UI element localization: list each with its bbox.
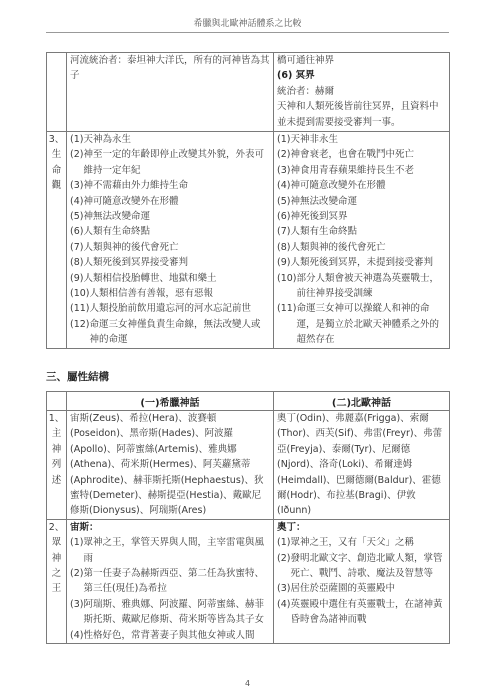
list-item bbox=[70, 178, 270, 193]
row-label bbox=[47, 132, 67, 349]
item-text: 部分人類會被天神選為英靈戰士，前往神界接受訓練 bbox=[296, 272, 440, 300]
row-label-char: 列 bbox=[51, 459, 62, 471]
item-number: (6) bbox=[277, 211, 291, 223]
item-number: (4) bbox=[277, 598, 291, 610]
greek-gods-list: 宙斯(Zeus)、希拉(Hera)、波賽頓(Poseidon)、黑帝斯(Hades)、阿波羅(Apollo)、阿蒂蜜絲(Artemis)、雅典娜(Athena)、荷米斯(Hermes)、阿芙蘿黛蒂(Aphrodite)、赫菲斯托斯(Hephaestus)、狄蜜特(Demeter)、赫斯提亞(Hestia)、戴歐尼修斯(Dionysus)、阿瑞斯(Ares) bbox=[67, 411, 274, 520]
list-item bbox=[70, 132, 270, 147]
row-label-char: 眾 bbox=[51, 537, 62, 549]
row-label-char: 神 bbox=[51, 552, 62, 564]
item-text: 人類有生命終點 bbox=[290, 226, 357, 238]
item-text: 神會衰老，也會在戰鬥中死亡 bbox=[290, 149, 414, 161]
item-text: 神無法改變命運 bbox=[290, 195, 357, 207]
item-number: (2) bbox=[70, 568, 84, 580]
item-text: 人類相信投胎轉世、地獄和樂土 bbox=[83, 272, 217, 284]
list-item bbox=[70, 597, 270, 628]
list-item bbox=[70, 194, 270, 209]
cell-line: 天神和人類死後皆前往冥界，且資料中並未提到需要接受審判一事。 bbox=[277, 101, 439, 128]
item-text: 神死後到冥界 bbox=[290, 211, 348, 223]
list-item bbox=[277, 147, 446, 162]
list-item bbox=[70, 147, 270, 178]
list-item bbox=[70, 535, 270, 566]
table-row bbox=[47, 411, 450, 520]
item-number: (1) bbox=[277, 537, 291, 549]
item-text: 性格好色，常背著妻子與其他女神或人間 bbox=[83, 629, 255, 641]
table-row bbox=[47, 53, 450, 132]
item-text: 神可隨意改變外在形體 bbox=[290, 180, 386, 192]
item-number: (1) bbox=[277, 134, 291, 145]
list-item bbox=[277, 581, 446, 596]
list-item bbox=[70, 255, 270, 270]
cell-line: (6) 冥界 bbox=[277, 70, 315, 82]
item-text: 命運三女神可以操縱人和神的命運，是獨立於北歐天神體系之外的超然存在 bbox=[296, 303, 440, 346]
header-norse: (二)北歐神話 bbox=[274, 392, 450, 411]
item-text: 發明北歐文字、創造北歐人類，掌管死亡、戰鬥、詩歌、魔法及智慧等 bbox=[290, 552, 443, 580]
list-item bbox=[277, 163, 446, 178]
list-item bbox=[277, 178, 446, 193]
item-number: (5) bbox=[277, 195, 291, 207]
list-item bbox=[277, 209, 446, 224]
list-item bbox=[277, 301, 446, 347]
item-text: 天神非永生 bbox=[290, 134, 338, 145]
item-number: (4) bbox=[70, 195, 84, 207]
table-header-row bbox=[47, 392, 450, 411]
item-text: 英靈殿中選住有英靈戰士，在諸神黃昏時會為諸神而戰 bbox=[290, 598, 443, 626]
item-number: (1) bbox=[70, 134, 84, 145]
item-number: (7) bbox=[70, 241, 84, 253]
item-number: (3) bbox=[70, 598, 84, 610]
item-number: (9) bbox=[70, 272, 84, 284]
header-empty bbox=[47, 392, 67, 411]
row-label-char: 觀 bbox=[51, 180, 62, 192]
page-header: 希臘與北歐神話體系之比較 bbox=[193, 19, 302, 29]
item-number: (7) bbox=[277, 226, 291, 238]
item-number: (3) bbox=[70, 180, 84, 192]
row-label-char: 王 bbox=[51, 583, 62, 595]
list-item bbox=[277, 194, 446, 209]
list-item bbox=[277, 597, 446, 628]
list-item bbox=[277, 240, 446, 255]
list-item bbox=[277, 535, 446, 550]
item-number: (2) bbox=[70, 149, 84, 161]
item-text: 天神為永生 bbox=[83, 134, 131, 145]
list-item bbox=[277, 255, 446, 270]
cell-line: 統治者：赫爾 bbox=[277, 85, 335, 97]
item-number: (3) bbox=[277, 583, 291, 595]
river-ruler-cell bbox=[67, 53, 274, 132]
item-number: (3) bbox=[277, 164, 291, 176]
list-item bbox=[70, 209, 270, 224]
item-number: (2) bbox=[277, 552, 291, 564]
row-number: 3、 bbox=[48, 134, 65, 145]
item-text: 命運三女神僅負責生命線，無法改變人或神的命運 bbox=[89, 318, 261, 346]
item-number: (4) bbox=[277, 180, 291, 192]
header-rule bbox=[46, 32, 449, 33]
item-text: 眾神之王，掌管天界與人間，主宰雷電與風雨 bbox=[83, 537, 264, 564]
item-text: 神無法改變命運 bbox=[83, 211, 150, 223]
item-text: 人類相信善有善報，惡有惡報 bbox=[89, 288, 214, 300]
item-number: (6) bbox=[70, 226, 84, 238]
cell-line: 河流統治者：泰坦神大洋氏，所有的河神皆為其子 bbox=[70, 55, 270, 82]
item-text: 眾神之王，又有「天父」之稱 bbox=[290, 537, 414, 549]
empty-cell bbox=[47, 53, 67, 132]
item-text: 人類與神的後代會死亡 bbox=[290, 241, 386, 253]
norse-gods-list: 奧丁(Odin)、弗麗嘉(Frigga)、索爾(Thor)、西芙(Sif)、弗雷(Freyr)、弗蕾亞(Freyja)、泰爾(Tyr)、尼爾德(Njord)、洛奇(Loki)、希爾達姆(Heimdall)、巴爾德爾(Baldur)、霍德爾(Hodr)、布拉基(Bragi)、伊敦(Iðunn) bbox=[274, 411, 450, 520]
item-text: 人類死後到冥界，未提到接受審判 bbox=[290, 257, 433, 269]
item-text: 人類與神的後代會死亡 bbox=[83, 241, 179, 253]
odin-cell bbox=[274, 519, 450, 643]
item-number: (10) bbox=[70, 288, 90, 300]
list-item bbox=[277, 132, 446, 147]
list-item bbox=[277, 271, 446, 302]
list-item bbox=[70, 240, 270, 255]
list-item bbox=[277, 551, 446, 582]
row-label-char: 命 bbox=[51, 164, 62, 176]
row-number: 1、 bbox=[48, 413, 65, 424]
attribute-table bbox=[46, 391, 450, 644]
item-text: 人類投胎前飲用遺忘河的河水忘記前世 bbox=[89, 303, 252, 315]
item-number: (1) bbox=[70, 537, 84, 549]
list-item bbox=[70, 301, 270, 316]
item-text: 阿瑞斯、雅典娜、阿波羅、阿蒂蜜絲、赫菲斯托斯、戴歐尼修斯、荷米斯等皆為其子女 bbox=[83, 598, 264, 626]
item-number: (5) bbox=[70, 211, 84, 223]
item-text: 人類死後到冥界接受審判 bbox=[83, 257, 188, 269]
item-text: 神可隨意改變外在形體 bbox=[83, 195, 179, 207]
item-text: 神至一定的年齡即停止改變其外貌，外表可維持一定年紀 bbox=[83, 149, 264, 176]
zeus-cell bbox=[67, 519, 274, 643]
greek-life-view-cell bbox=[67, 132, 274, 349]
life-view-table bbox=[46, 52, 450, 349]
item-number: (2) bbox=[277, 149, 291, 161]
page-number: 4 bbox=[244, 679, 251, 688]
row-label-char: 主 bbox=[51, 428, 62, 440]
row-label-char: 之 bbox=[51, 568, 62, 580]
list-item bbox=[70, 628, 270, 643]
item-number: (12) bbox=[70, 318, 90, 330]
row-label bbox=[47, 411, 67, 520]
row-label-char: 神 bbox=[51, 443, 62, 455]
item-number: (4) bbox=[70, 629, 84, 641]
item-number: (8) bbox=[70, 257, 84, 269]
list-item bbox=[70, 286, 270, 301]
header-greek: (一)希臘神話 bbox=[67, 392, 274, 411]
table-row bbox=[47, 132, 450, 349]
item-text: 神食用青春蘋果維持長生不老 bbox=[290, 164, 414, 176]
item-number: (9) bbox=[277, 257, 291, 269]
row-label-char: 生 bbox=[51, 149, 62, 161]
item-number: (11) bbox=[277, 303, 297, 315]
odin-title: 奧丁： bbox=[277, 521, 306, 533]
item-number: (11) bbox=[70, 303, 90, 315]
item-text: 人類有生命終點 bbox=[83, 226, 150, 238]
item-number: (10) bbox=[277, 272, 297, 284]
zeus-title: 宙斯： bbox=[70, 521, 99, 533]
cell-line: 橋可通往神界 bbox=[277, 55, 335, 66]
list-item bbox=[70, 271, 270, 286]
norse-life-view-cell bbox=[274, 132, 450, 349]
list-item bbox=[277, 224, 446, 239]
item-text: 居住於亞薩園的英靈殿中 bbox=[290, 583, 395, 595]
underworld-cell bbox=[274, 53, 450, 132]
list-item bbox=[70, 317, 270, 348]
item-number: (8) bbox=[277, 241, 291, 253]
row-label-char: 述 bbox=[51, 474, 62, 486]
item-text: 第一任妻子為赫斯西亞、第二任為狄蜜特、第三任(現任)為希拉 bbox=[83, 568, 264, 595]
list-item bbox=[70, 566, 270, 597]
row-label bbox=[47, 519, 67, 643]
row-number: 2、 bbox=[48, 521, 65, 533]
table-row bbox=[47, 519, 450, 643]
list-item bbox=[70, 224, 270, 239]
item-text: 神不需藉由外力維持生命 bbox=[83, 180, 188, 192]
section-title: 三、屬性結構 bbox=[46, 371, 109, 383]
